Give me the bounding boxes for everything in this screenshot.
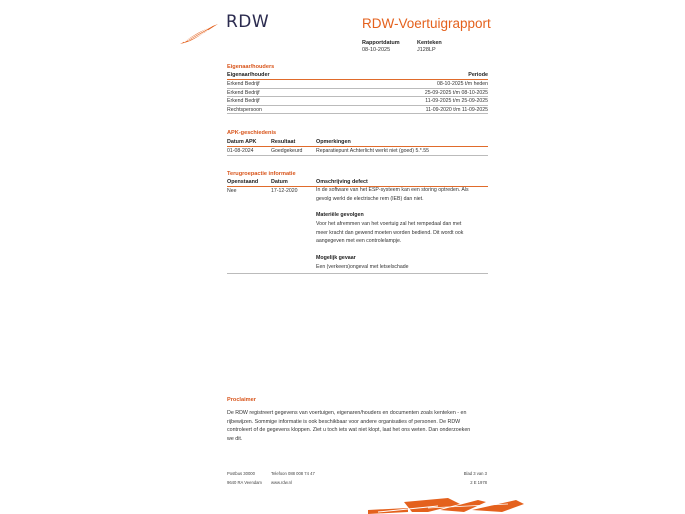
meta-label-date: Rapportdatum (362, 40, 400, 46)
recall-open-cell: Nee (227, 188, 237, 194)
owner-cell: Erkend Bedrijf (227, 81, 260, 88)
text-line: Voor het afremmen van het voertuig zal het rempedaal dan met (316, 221, 462, 227)
meta-label-plate: Kenteken (417, 40, 442, 46)
apk-table (227, 139, 488, 156)
text-line: meer kracht dan gewend moeten worden bediend. Dit wordt ook (316, 229, 464, 236)
owners-table (227, 72, 488, 114)
period-cell: 11-09-2020 t/m 11-09-2025 (425, 106, 488, 113)
apk-date-cell: 01-08-2024 (227, 148, 254, 155)
measures-description (316, 220, 488, 246)
table-row (227, 80, 488, 89)
text-line: rijbewijzen. Sommige informatie is ook beschikbaar voor andere organisaties of personen. De RDW (227, 418, 461, 425)
footer-phone: Telefoon 088 008 74 47 (271, 471, 315, 476)
column-header: Datum APK (227, 139, 257, 145)
table-row (227, 147, 488, 156)
rdw-logo-icon (178, 22, 220, 46)
brand-swoosh-icon (368, 496, 528, 514)
column-header: Datum (271, 179, 288, 185)
column-header: Omschrijving defect (316, 179, 368, 185)
meta-value-date: 08-10-2025 (362, 47, 391, 53)
table-row (227, 89, 488, 98)
danger-title: Mogelijk gevaar (316, 255, 356, 261)
text-line: Een (verkeers)ongeval met letselschade (316, 264, 409, 270)
column-header: Openstaand (227, 179, 259, 185)
period-cell: 08-10-2025 t/m heden (436, 81, 488, 88)
owner-cell: Erkend Bedrijf (227, 89, 260, 96)
period-cell: 11-09-2025 t/m 25-09-2025 (425, 98, 488, 105)
column-header: Opmerkingen (316, 139, 351, 145)
column-header: Periode (468, 72, 488, 78)
table-header (227, 139, 488, 147)
footer-web-link[interactable]: www.rdw.nl (271, 480, 292, 485)
proclaimer-text (227, 409, 489, 443)
danger-description (316, 263, 488, 272)
footer-city: 9640 RA Veendam (227, 480, 262, 485)
recall-title: Terugroepactie informatie (227, 171, 296, 177)
text-line: De RDW registreert gegevens van voertuigen, eigenaren/houders en documenten zoals kenteken - en (227, 410, 467, 416)
period-cell: 25-09-2025 t/m 08-10-2025 (424, 89, 488, 96)
brand-name: RDW (226, 12, 270, 32)
text-line: In de software van het ESP-systeem kan een storing optreden. Als (316, 187, 469, 193)
footer-page: Blad 3 van 3 (463, 471, 487, 476)
meta-value-plate: J128LP (417, 47, 436, 53)
apk-remarks-cell: Reparatiepunt Achterlicht werkt niet (goed) 5.*.55 (316, 148, 430, 155)
owner-cell: Rechtspersoon (227, 106, 262, 113)
owner-cell: Erkend Bedrijf (227, 98, 260, 105)
column-header: Eigenaar/houder (227, 72, 270, 78)
measures-title: Materiële gevolgen (316, 212, 364, 218)
apk-title: APK-geschiedenis (227, 130, 277, 136)
footer-postbus: Postbus 30000 (227, 471, 255, 476)
report-title: RDW-Voertuigrapport (362, 16, 491, 31)
column-header: Resultaat (271, 139, 296, 145)
defect-description (316, 186, 488, 203)
table-header (227, 72, 488, 80)
text-line: we dit. (227, 435, 243, 442)
apk-result-cell: Goedgekeurd (271, 148, 303, 155)
text-line: aangegeven met een controlelampje. (316, 238, 402, 245)
footer-code: 2 E 1978 (470, 480, 487, 485)
owners-title: Eigenaar/houders (227, 64, 275, 70)
divider (227, 273, 488, 274)
text-line: controleert of de gegevens kloppen. Ziet u toch iets wat niet klopt, laat het ons weten. Dan onderzoeken (227, 427, 471, 434)
table-row (227, 97, 488, 106)
table-row (227, 106, 488, 115)
proclaimer-title: Proclaimer (227, 397, 256, 403)
text-line: gevolg werkt de electrische rem (IEB) dan niet. (316, 195, 424, 202)
recall-date-cell: 17-12-2020 (271, 188, 298, 194)
